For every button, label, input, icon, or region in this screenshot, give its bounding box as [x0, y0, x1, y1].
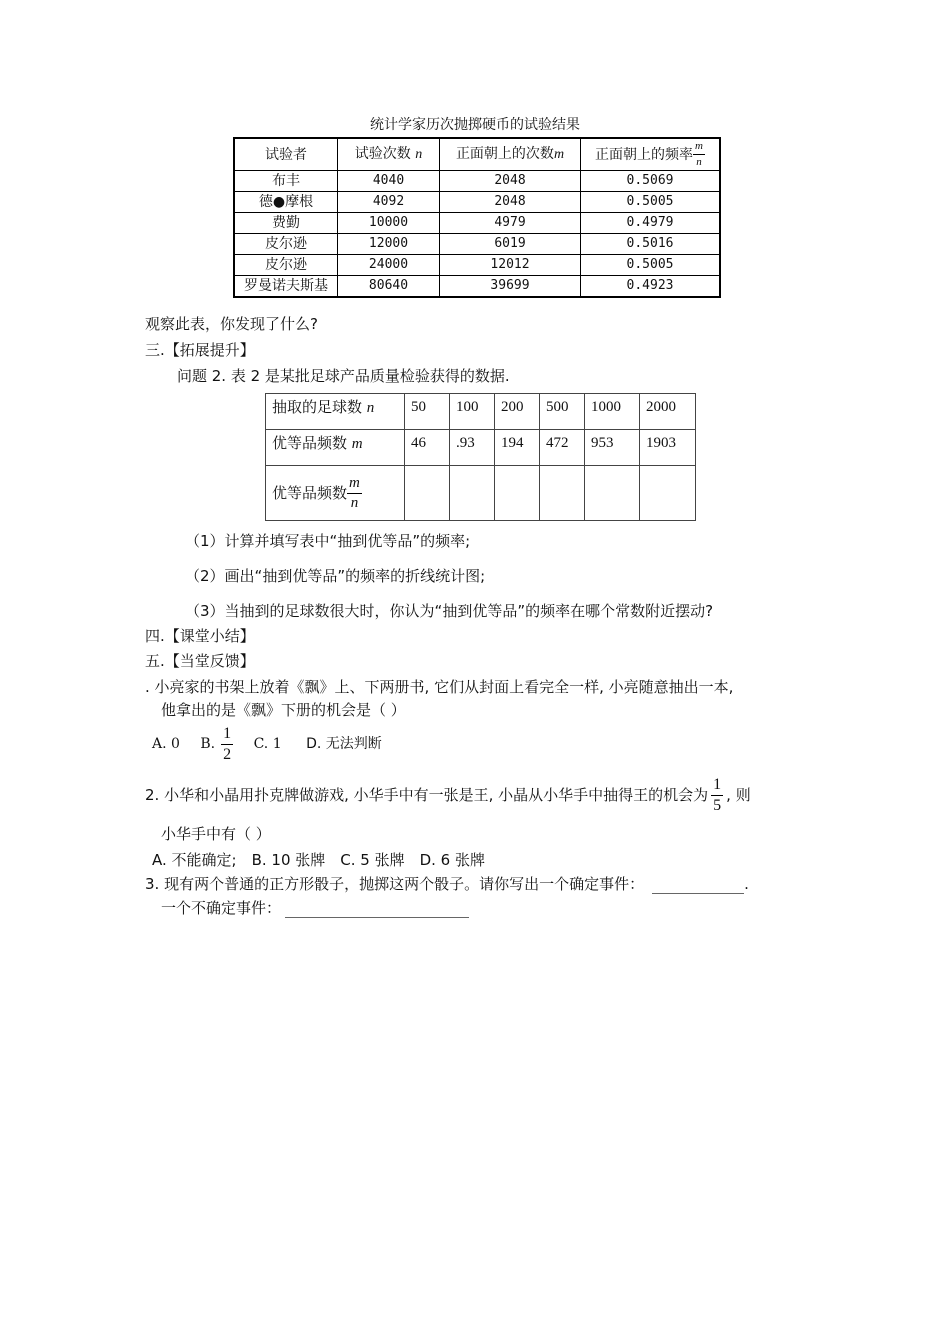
table-row: 皮尔逊 24000 12012 0.5005: [234, 255, 720, 276]
question-1: （1）计算并填写表中“抽到优等品”的频率;: [185, 532, 471, 550]
header-heads-frequency: 正面朝上的频率 $\frac{m}{n}$: [581, 138, 721, 171]
fraction-one-half: $\frac{1}{2}$: [223, 724, 232, 763]
feedback-2-options: A. 不能确定; B. 10 张牌 C. 5 张牌 D. 6 张牌: [152, 851, 485, 869]
empty-cell: [405, 466, 450, 521]
feedback-1-line2: 他拿出的是《飘》下册的机会是（ ）: [161, 701, 406, 719]
section-heading-feedback: 五.【当堂反馈】: [145, 652, 255, 670]
feedback-1-options: [152, 722, 382, 766]
table-row: 费勤 10000 4979 0.4979: [234, 213, 720, 234]
observe-question: 观察此表，你发现了什么?: [145, 315, 318, 333]
option-d: D. 无法判断: [306, 736, 382, 752]
table-row: [266, 466, 696, 521]
table-header-row: [234, 138, 720, 171]
problem-2-text: 问题 2. 表 2 是某批足球产品质量检验获得的数据.: [177, 367, 510, 385]
section-heading-summary: 四.【课堂小结】: [145, 627, 255, 645]
coin-toss-table: [233, 137, 721, 298]
row-label-quality-frequency: 优等品频数 $\frac{m}{n}$: [266, 466, 405, 521]
row-label-quality-count: 优等品频数 m: [266, 430, 405, 466]
question-2: （2）画出“抽到优等品”的频率的折线统计图;: [185, 567, 486, 585]
table1-caption: 统计学家历次抛掷硬币的试验结果: [370, 117, 580, 133]
option-a: A. 0: [152, 736, 180, 752]
feedback-3-line2: 一个不确定事件：: [161, 897, 469, 918]
answer-blank-uncertain-event[interactable]: [285, 899, 469, 918]
feedback-1-line1: . 小亮家的书架上放着《飘》上、下两册书, 它们从封面上看完全一样, 小亮随意抽出一本,: [145, 678, 734, 696]
table-row: 罗曼诺夫斯基 80640 39699 0.4923: [234, 276, 720, 298]
section-heading-extension: 三.【拓展提升】: [145, 341, 255, 359]
empty-cell: [540, 466, 585, 521]
fraction-one-fifth: $\frac{1}{5}$: [713, 776, 722, 814]
table-row: 德●摩根 4092 2048 0.5005: [234, 192, 720, 213]
empty-cell: [585, 466, 640, 521]
table-row: 布丰 4040 2048 0.5069: [234, 171, 720, 192]
feedback-3-line1: 3. 现有两个普通的正方形骰子，抛掷这两个骰子。请你写出一个确定事件： .: [145, 875, 749, 893]
football-quality-table: [265, 393, 696, 521]
option-b: B.: [200, 736, 216, 752]
table-row: 皮尔逊 12000 6019 0.5016: [234, 234, 720, 255]
empty-cell: [450, 466, 495, 521]
table-row: 优等品频数 m 46 .93 194 472 953 1903: [266, 430, 696, 466]
header-experimenter: 试验者: [234, 138, 338, 171]
option-c: C. 1: [253, 736, 282, 752]
feedback-2-line2: 小华手中有（ ）: [161, 825, 271, 843]
header-heads-count: 正面朝上的次数m: [440, 138, 581, 171]
row-label-sampled: 抽取的足球数 n: [266, 394, 405, 430]
empty-cell: [640, 466, 696, 521]
header-trials: 试验次数 n: [338, 138, 440, 171]
feedback-2-line1: 2. 小华和小晶用扑克牌做游戏, 小华手中有一张是王, 小晶从小华手中抽得王的机会为 $\frac{1}{5}$ , 则: [145, 776, 751, 814]
empty-cell: [495, 466, 540, 521]
answer-blank-certain-event[interactable]: [652, 875, 744, 894]
question-3: （3）当抽到的足球数很大时，你认为“抽到优等品”的频率在哪个常数附近摆动?: [185, 602, 714, 620]
table-row: 抽取的足球数 n 50 100 200 500 1000 2000: [266, 394, 696, 430]
